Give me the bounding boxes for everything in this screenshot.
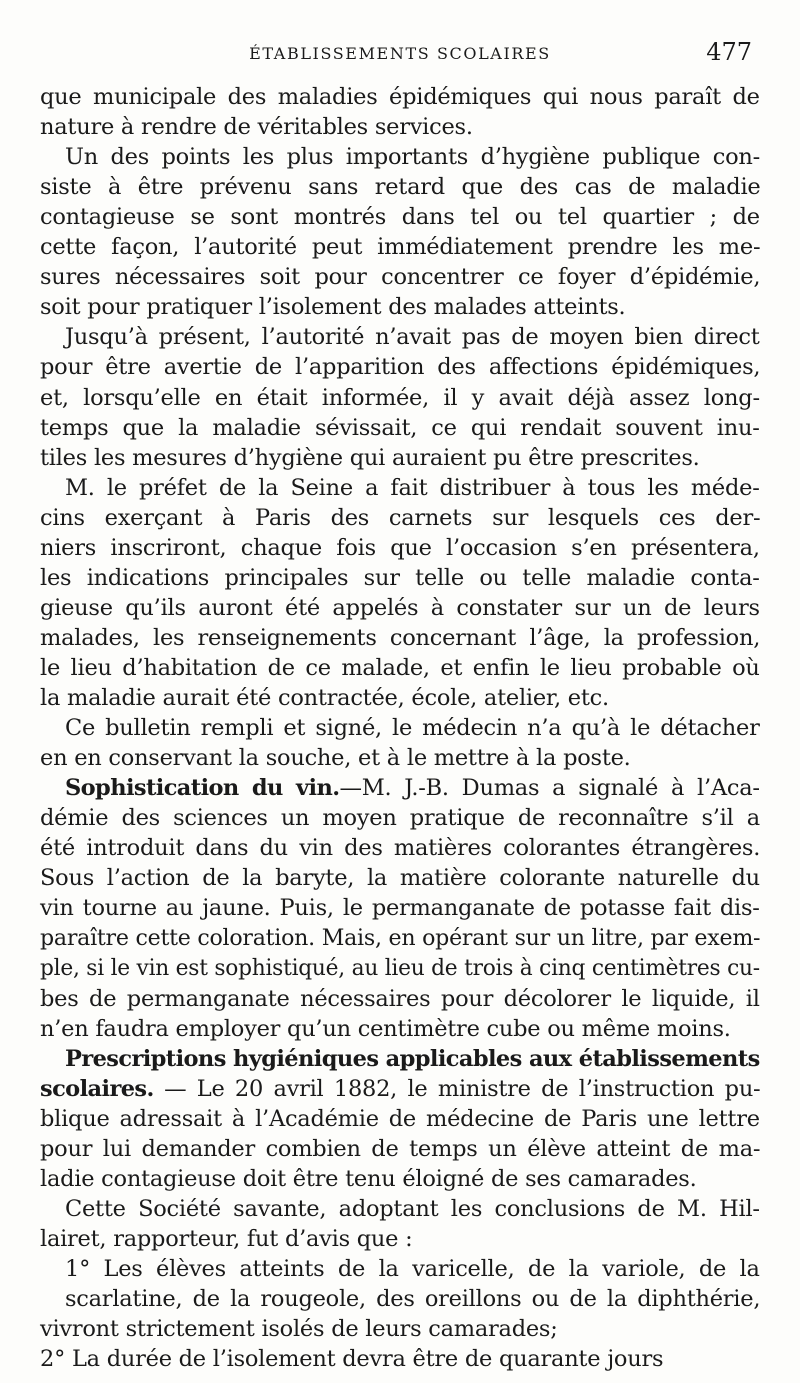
text-run: que municipale des maladies épidémiques qui nous paraît de [40, 84, 760, 110]
text-run: vivront strictement isolés de leurs camarades; [40, 1316, 558, 1343]
text-run: le lieu d’habitation de ce malade, et enfin le lieu probable où [40, 654, 760, 681]
text-line [40, 1074, 760, 1104]
text-run: blique adressait à l’Académie de médecine de Paris une lettre [40, 1105, 760, 1132]
text-line [65, 142, 760, 172]
text-run: scarlatine, de la rougeole, des oreillons ou de la diphthérie, [65, 1286, 761, 1312]
text-line [40, 593, 760, 623]
text-line [40, 1104, 760, 1134]
text-run: — Le 20 avril 1882, le ministre de l’instruction pu- [153, 1075, 761, 1102]
text-line [40, 1314, 558, 1344]
text-line [65, 1044, 760, 1074]
text-run: siste à être prévenu sans retard que des cas de maladie [40, 174, 761, 201]
text-run: malades, les renseignements concernant l’âge, la profession, [40, 624, 761, 651]
text-line [40, 1224, 412, 1254]
text-run: contagieuse se sont montrés dans tel ou tel quartier ; de [40, 204, 760, 231]
text-run: été introduit dans du vin des matières colorantes étrangères. [40, 835, 761, 862]
text-line [40, 803, 760, 833]
text-run: Ce bulletin rempli et signé, le médecin n’a qu’à le détacher [65, 715, 760, 742]
text-line [40, 172, 760, 202]
text-line [40, 653, 760, 683]
text-line [40, 262, 760, 292]
text-line [40, 383, 760, 413]
text-run: temps que la maladie sévissait, ce qui rendait souvent inu- [40, 414, 760, 441]
text-run: bes de permanganate nécessaires pour décolorer le liquide, il [40, 985, 760, 1012]
text-run: sures nécessaires soit pour concentrer ce foyer d’épidémie, [40, 264, 761, 291]
text-line [65, 1284, 760, 1314]
text-line [65, 1194, 760, 1224]
text-line [40, 352, 760, 382]
text-line [40, 1014, 731, 1044]
text-run: Un des points les plus importants d’hygiène publique con- [65, 144, 760, 171]
text-line [40, 833, 760, 863]
text-line [65, 473, 760, 503]
page-number: 477 [706, 38, 752, 66]
text-run: n’en faudra employer qu’un centimètre cube ou même moins. [40, 1015, 731, 1042]
text-line [40, 443, 700, 473]
text-run: les indications principales sur telle ou telle maladie conta- [40, 564, 760, 591]
page-header [0, 28, 800, 68]
text-line [40, 683, 609, 713]
text-line [40, 1344, 663, 1374]
text-line [40, 1164, 697, 1194]
text-run: vin tourne au jaune. Puis, le permanganate de potasse fait dis- [40, 895, 760, 922]
text-line [40, 413, 760, 443]
text-line [40, 743, 631, 773]
text-run: en en conservant la souche, et à le mettre à la poste. [40, 745, 631, 772]
text-run: pour lui demander combien de temps un élève atteint de ma- [40, 1135, 761, 1162]
text-line [40, 563, 760, 593]
text-line [40, 863, 760, 893]
text-line [40, 893, 760, 923]
text-run: M. le préfet de la Seine a fait distribuer à tous les méde- [65, 474, 760, 501]
section-heading: Sophistication du vin. [65, 775, 340, 802]
text-line [40, 232, 760, 262]
text-line [65, 773, 760, 803]
text-run: la maladie aurait été contractée, école, atelier, etc. [40, 685, 609, 711]
section-heading: Prescriptions hygiéniques applicables aux établissements [65, 1045, 760, 1072]
text-line [40, 503, 760, 533]
text-line [40, 984, 760, 1014]
text-run: ple, si le vin est sophistiqué, au lieu de trois à cinq centimètres cu- [40, 955, 760, 982]
text-line [65, 1254, 760, 1284]
text-run: 2° La durée de l’isolement devra être de quarante jours [40, 1346, 664, 1373]
text-run: Cette Société savante, adoptant les conclusions de M. Hil- [65, 1195, 760, 1222]
text-line [40, 1134, 760, 1164]
text-line [40, 953, 760, 983]
text-run: cins exerçant à Paris des carnets sur lesquels ces der- [40, 504, 761, 531]
text-line [40, 112, 473, 142]
text-line [40, 82, 760, 112]
text-run: tiles les mesures d’hygiène qui auraient pu être prescrites. [40, 444, 700, 471]
text-run: lairet, rapporteur, fut d’avis que : [40, 1225, 413, 1252]
text-run: nature à rendre de véritables services. [40, 114, 473, 141]
text-run: —M. J.-B. Dumas a signalé à l’Aca- [339, 775, 760, 802]
text-line [40, 202, 760, 232]
text-run: pour être avertie de l’apparition des affections épidémiques, [40, 354, 761, 381]
text-run: 1° Les élèves atteints de la varicelle, de la variole, de la [65, 1255, 760, 1282]
text-run: niers inscriront, chaque fois que l’occasion s’en présentera, [40, 534, 760, 561]
text-line [40, 623, 760, 653]
text-line [65, 713, 760, 743]
text-run: et, lorsqu’elle en était informée, il y avait déjà assez long- [40, 384, 760, 411]
text-run: Sous l’action de la baryte, la matière colorante naturelle du [40, 865, 760, 892]
text-run: démie des sciences un moyen pratique de reconnaître s’il a [40, 805, 760, 832]
text-line [40, 292, 625, 322]
text-run: soit pour pratiquer l’isolement des malades atteints. [40, 294, 626, 321]
text-line [40, 923, 760, 953]
running-title: ÉTABLISSEMENTS SCOLAIRES [249, 44, 551, 63]
text-run: cette façon, l’autorité peut immédiatement prendre les me- [40, 234, 761, 261]
text-run: gieuse qu’ils auront été appelés à constater sur un de leurs [40, 594, 760, 621]
text-line [65, 322, 760, 352]
text-line [40, 533, 760, 563]
section-heading: scolaires. [40, 1075, 154, 1102]
text-run: paraître cette coloration. Mais, en opérant sur un litre, par exem- [40, 925, 761, 952]
text-run: Jusqu’à présent, l’autorité n’avait pas de moyen bien direct [65, 324, 760, 351]
text-run: ladie contagieuse doit être tenu éloigné de ses camarades. [40, 1165, 697, 1192]
